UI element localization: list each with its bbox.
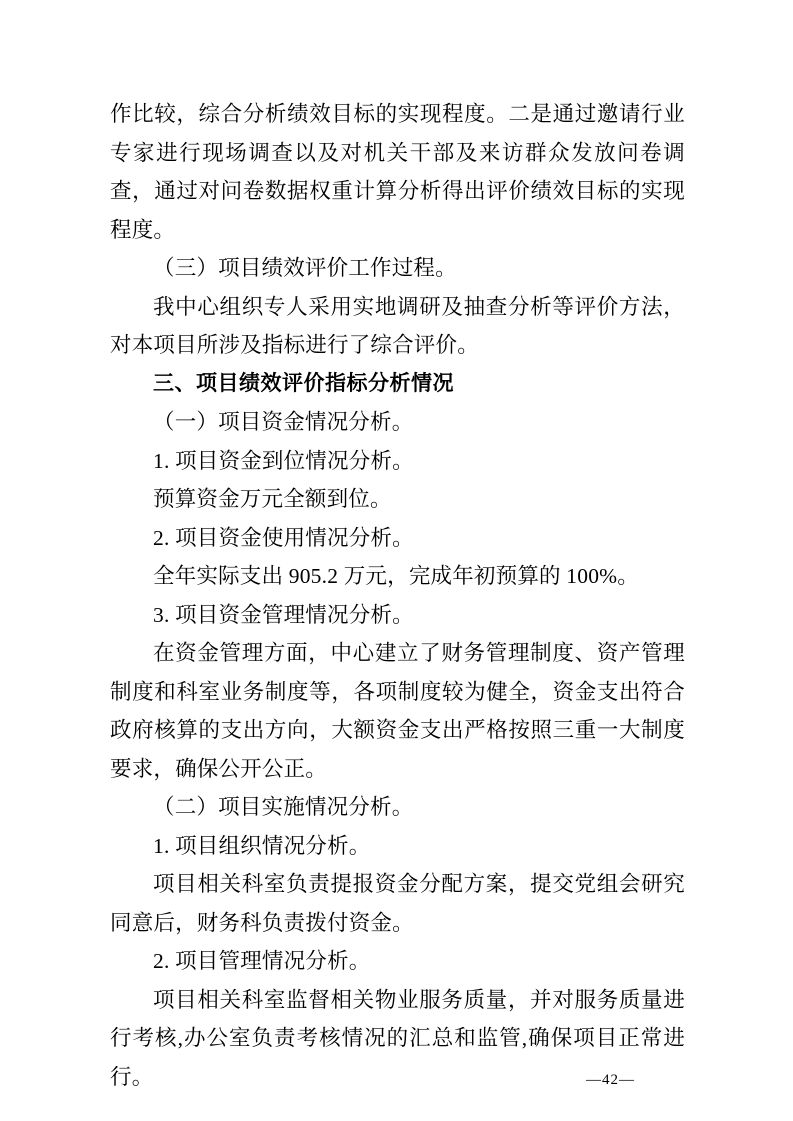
paragraph-management-detail: 项目相关科室监督相关物业服务质量，并对服务质量进行考核,办公室负责考核情况的汇总和监管,确保项目正常进行。 xyxy=(110,987,685,1089)
paragraph-implementation-analysis-title: （二）项目实施情况分析。 xyxy=(153,795,414,819)
page-number: —42— xyxy=(586,1072,635,1088)
paragraph-management-title: 2. 项目管理情况分析。 xyxy=(153,949,371,973)
paragraph-organization-title: 1. 项目组织情况分析。 xyxy=(153,833,371,858)
paragraph-evaluation-process: （三）项目绩效评价工作过程。 xyxy=(153,256,457,280)
paragraph-fund-management-detail: 在资金管理方面，中心建立了财务管理制度、资产管理制度和科室业务制度等，各项制度较为健全，资金支出符合政府核算的支出方向，大额资金支出严格按照三重一大制度要求，确保公开公正。 xyxy=(110,641,685,781)
paragraph-organization-detail: 项目相关科室负责提报资金分配方案，提交党组会研究同意后，财务科负责拨付资金。 xyxy=(110,872,685,935)
section-heading-three: 三、项目绩效评价指标分析情况 xyxy=(153,371,454,395)
paragraph-center-method: 我中心组织专人采用实地调研及抽查分析等评价方法，对本项目所涉及指标进行了综合评价。 xyxy=(110,294,685,357)
paragraph-fund-analysis-title: （一）项目资金情况分析。 xyxy=(153,410,414,434)
paragraph-annual-expenditure: 全年实际支出 905.2 万元，完成年初预算的 100%。 xyxy=(153,564,639,588)
paragraph-fund-arrival-title: 1. 项目资金到位情况分析。 xyxy=(153,448,414,473)
paragraph-continued: 作比较，综合分析绩效目标的实现程度。二是通过邀请行业专家进行现场调查以及对机关干部及来访群众发放问卷调查，通过对问卷数据权重计算分析得出评价绩效目标的实现程度。 xyxy=(110,102,685,242)
paragraph-budget-full-arrival: 预算资金万元全额到位。 xyxy=(153,487,392,511)
document-body xyxy=(110,95,685,1096)
paragraph-fund-management-title: 3. 项目资金管理情况分析。 xyxy=(153,602,414,627)
paragraph-fund-usage-title: 2. 项目资金使用情况分析。 xyxy=(153,525,414,550)
page-footer xyxy=(0,1072,793,1089)
